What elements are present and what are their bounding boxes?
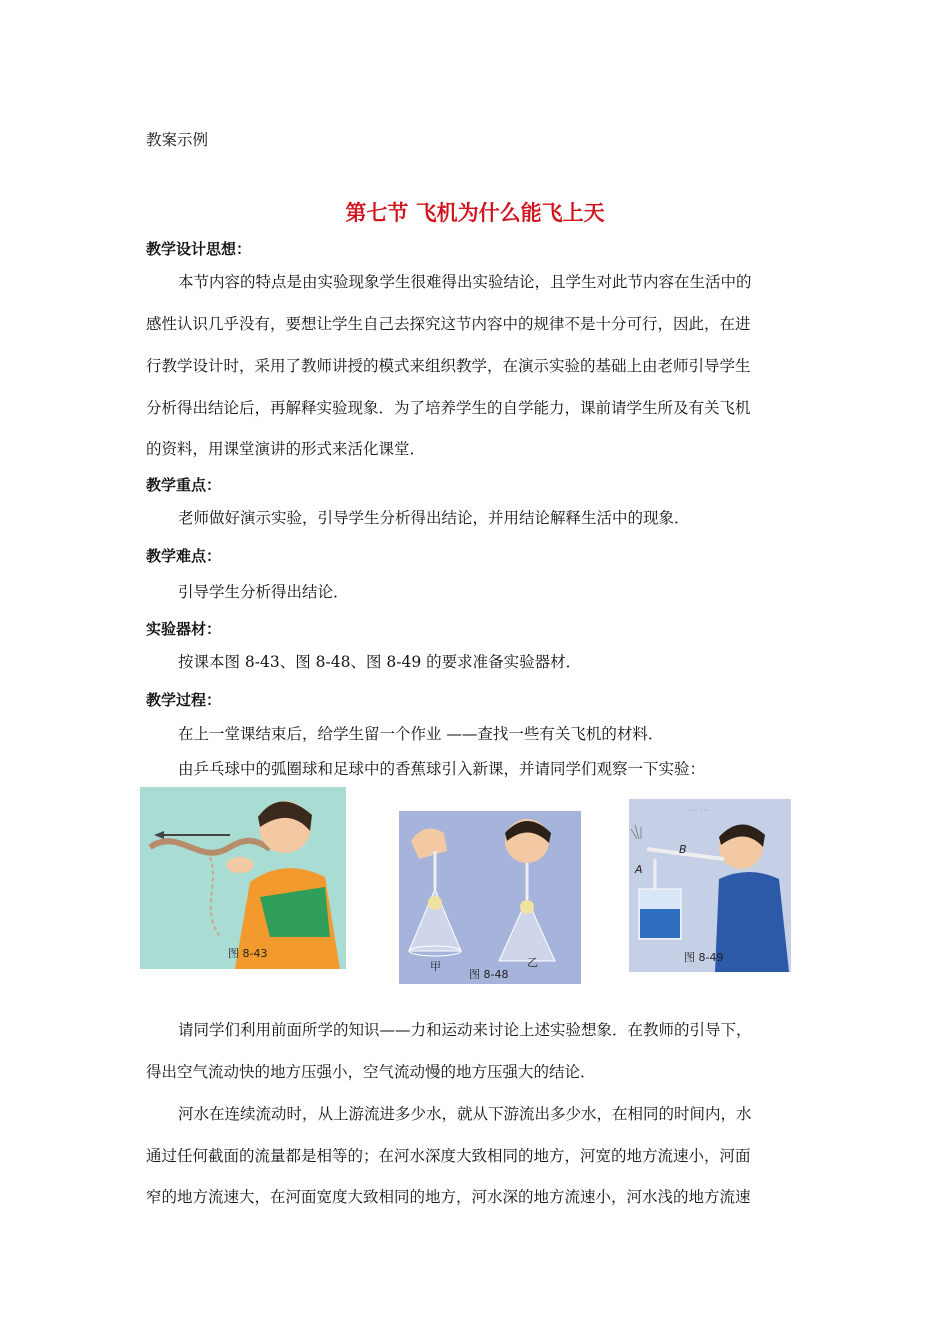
caption-8-43: 图 8-43 [228, 947, 268, 960]
figure-8-48 [399, 811, 581, 984]
boy-blowing-paper-illustration [140, 787, 346, 969]
key-heading: 教学重点： [146, 476, 222, 494]
difficulty-heading: 教学难点： [146, 547, 222, 565]
design-heading: 教学设计思想： [146, 240, 252, 258]
equipment-heading: 实验器材： [146, 620, 222, 638]
funnel-ball-illustration [399, 811, 581, 984]
process-heading: 教学过程： [146, 691, 222, 709]
design-line-1: 本节内容的特点是由实验现象学生很难得出实验结论，且学生对此节内容在生活中的 [178, 273, 752, 291]
process-line-1: 在上一堂课结束后，给学生留一个作业 ——查找一些有关飞机的材料． [178, 725, 664, 743]
after-line-4: 通过任何截面的流量都是相等的；在河水深度大致相同的地方，河宽的地方流速小，河面 [146, 1147, 751, 1165]
figure-8-49 [629, 799, 791, 972]
header-label: 教案示例 [146, 131, 209, 149]
label-b: B [679, 843, 687, 856]
design-line-5: 的资料，用课堂演讲的形式来活化课堂． [146, 440, 426, 458]
label-jia: 甲 [430, 960, 441, 973]
after-line-5: 窄的地方流速大，在河面宽度大致相同的地方，河水深的地方流速小，河水浅的地方流速 [146, 1188, 751, 1206]
after-line-2: 得出空气流动快的地方压强小，空气流动慢的地方压强大的结论． [146, 1063, 596, 1081]
label-a: A [635, 863, 643, 876]
page-title: 第七节 飞机为什么能飞上天 [345, 201, 605, 225]
design-line-2: 感性认识几乎没有，要想让学生自己去探究这节内容中的规律不是十分可行，因此，在进 [146, 315, 751, 333]
figure-8-43 [140, 787, 346, 969]
straw-atomizer-illustration [629, 799, 791, 972]
difficulty-text: 引导学生分析得出结论． [178, 583, 349, 601]
caption-8-49: 图 8-49 [684, 951, 724, 964]
after-line-3: 河水在连续流动时，从上游流进多少水，就从下游流出多少水，在相同的时间内，水 [178, 1105, 752, 1123]
equipment-text: 按课本图 8-43、图 8-48、图 8-49 的要求准备实验器材． [178, 653, 582, 671]
design-line-3: 行教学设计时，采用了教师讲授的模式来组织教学，在演示实验的基础上由老师引导学生 [146, 357, 751, 375]
design-line-4: 分析得出结论后，再解释实验现象．为了培养学生的自学能力，课前请学生所及有关飞机 [146, 399, 751, 417]
label-yi: 乙 [527, 956, 538, 969]
key-text: 老师做好演示实验，引导学生分析得出结论，并用结论解释生活中的现象． [178, 509, 690, 527]
after-line-1: 请同学们利用前面所学的知识——力和运动来讨论上述实验想象．在教师的引导下， [178, 1021, 752, 1039]
caption-8-48: 图 8-48 [469, 968, 509, 981]
svg-text:··· ···: ··· ··· [689, 806, 710, 816]
process-line-2: 由乒乓球中的弧圈球和足球中的香蕉球引入新课，并请同学们观察一下实验： [178, 760, 706, 778]
